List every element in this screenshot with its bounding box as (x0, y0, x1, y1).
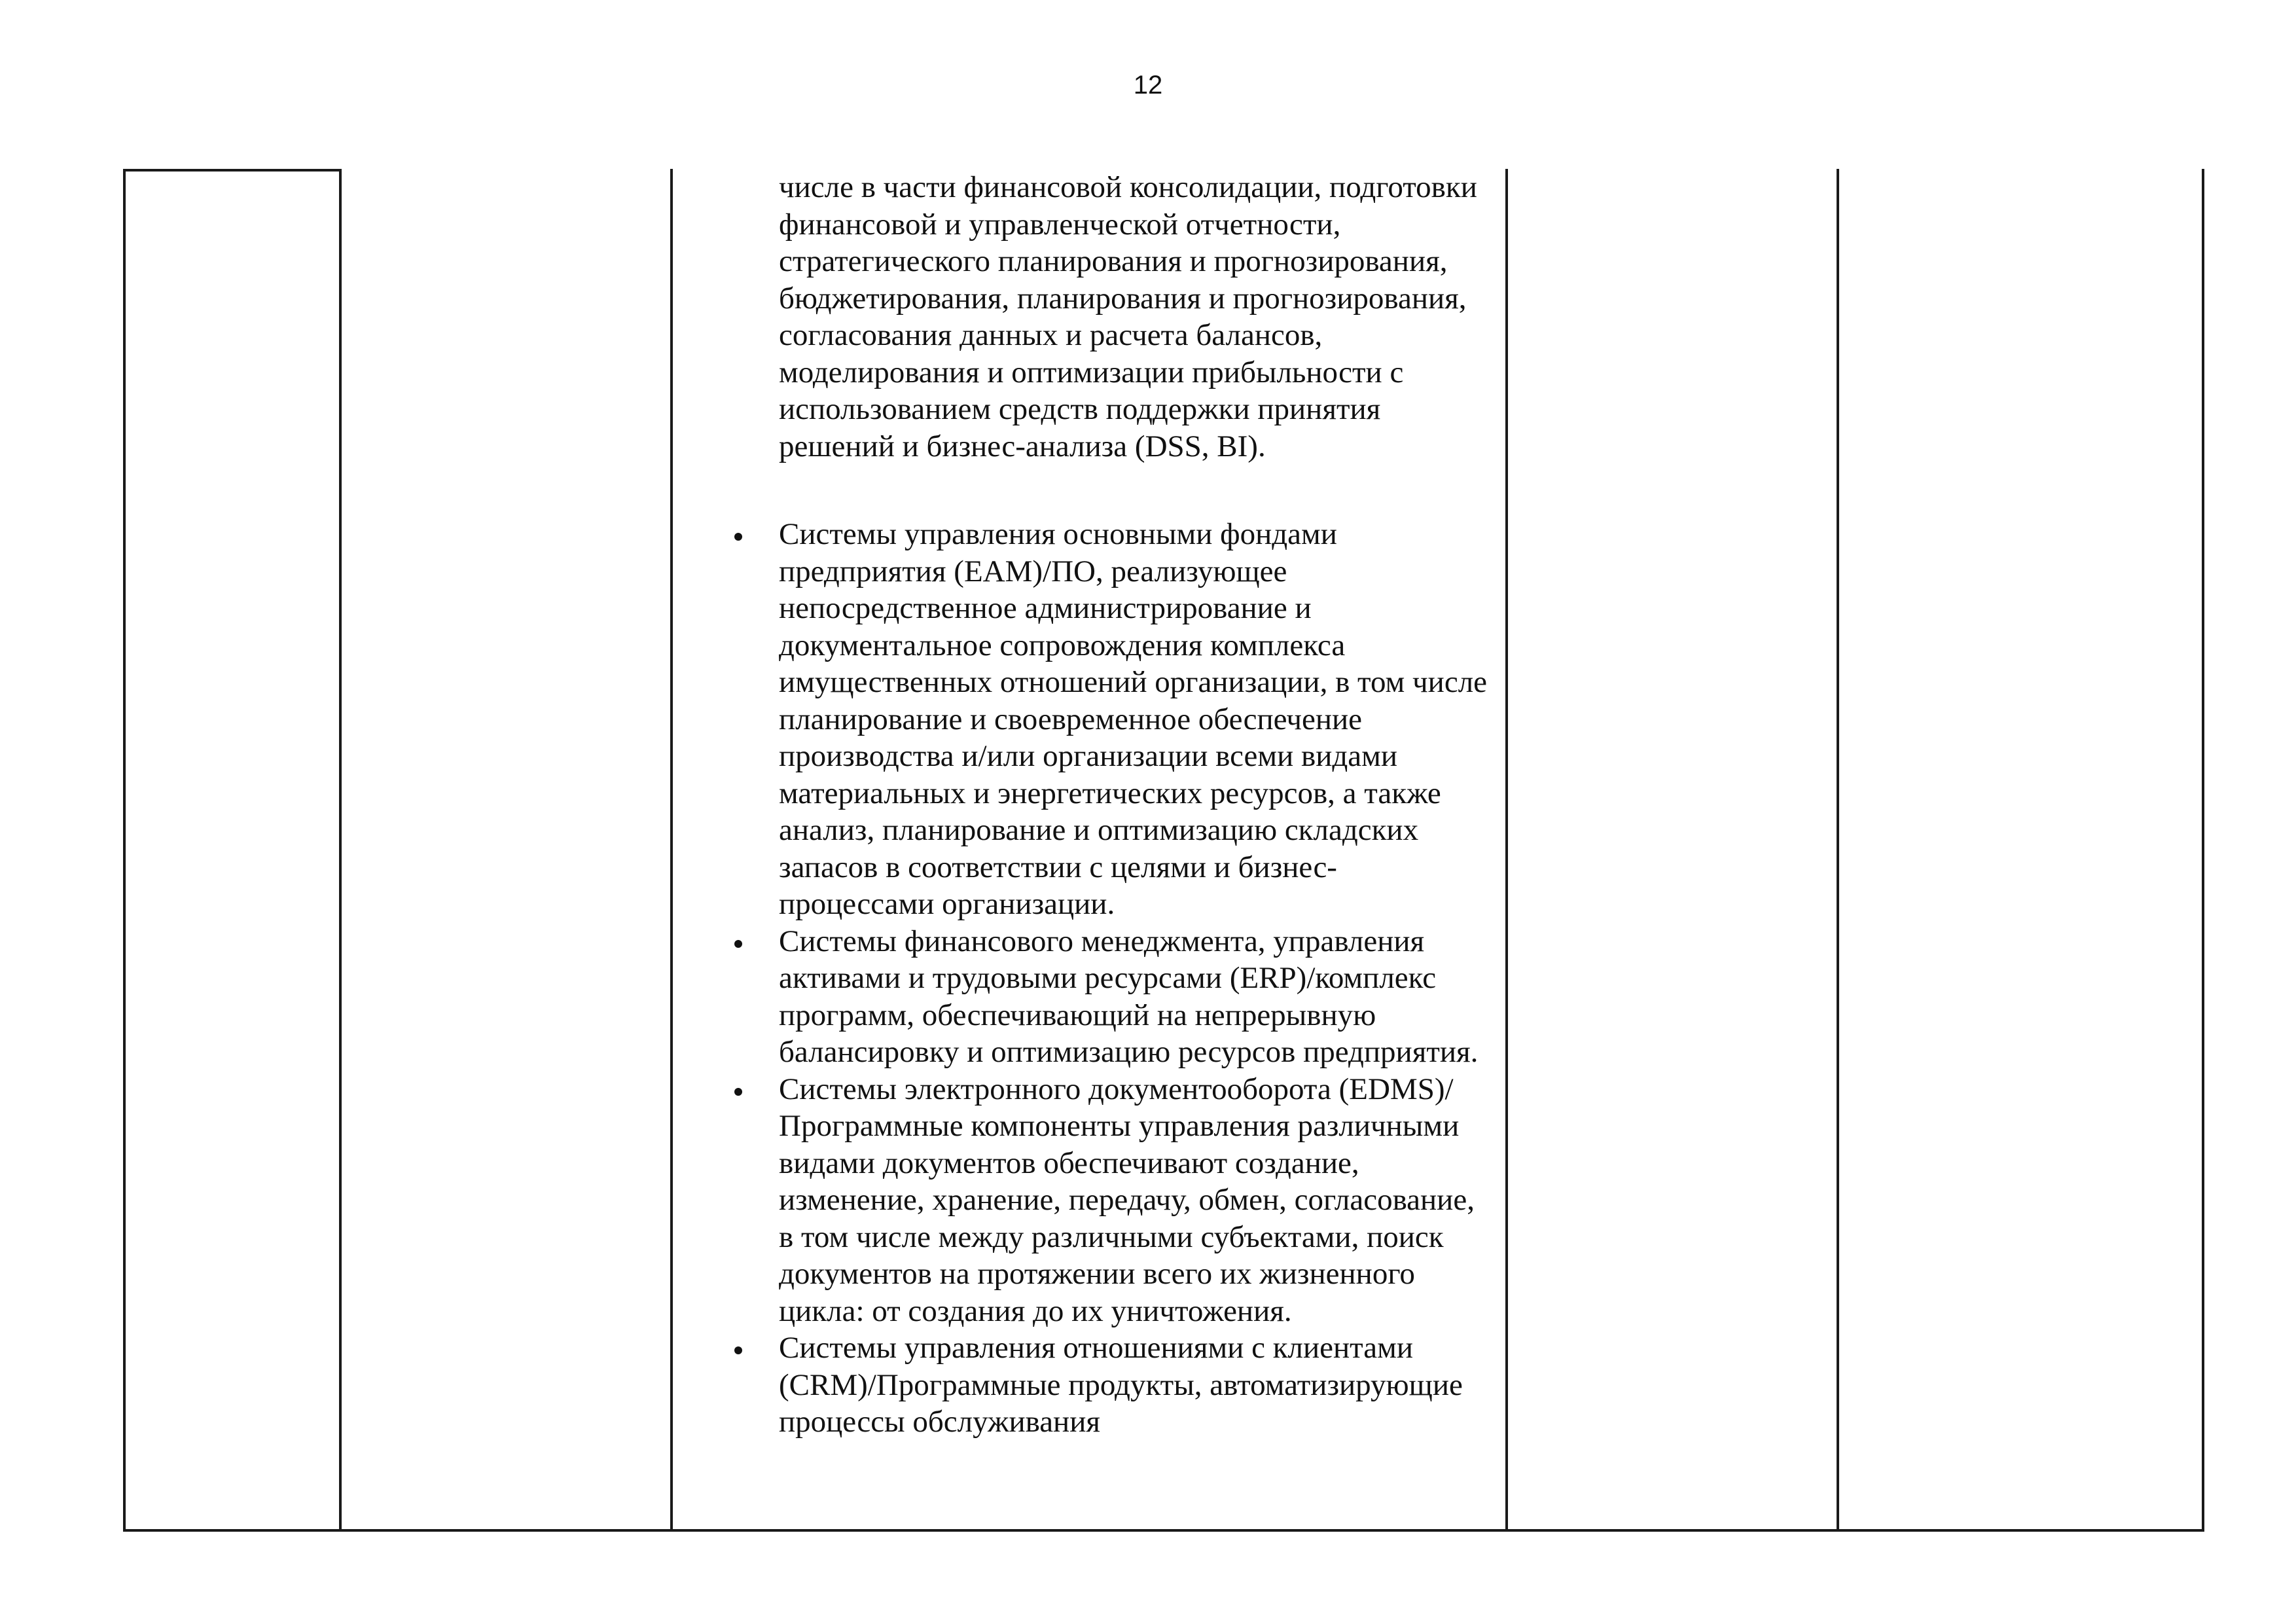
list-item-erp (674, 923, 1492, 1071)
column-divider-1 (339, 169, 342, 1532)
list-item-text: Системы электронного документооборота (EDMS)/Программные компоненты управления различными видами документов обеспечивают создание, изменение, хранение, передачу, обмен, согласование, в том числе между различными субъектами, поиск документов на протяжении всего их жизненного цикла: от создания до их уничтожения. (779, 1072, 1475, 1328)
list-item-text: Системы управления основными фондами предприятия (EAM)/ПО, реализующее непосредственное администрирование и документальное сопровождения комплекса имущественных отношений организации, в том числе планирование и своевременное обеспечение производства и/или организации всеми видами материальных и энергетических ресурсов, а также анализ, планирование и оптимизацию складских запасов в соответствии с целями и бизнес-процессами организации. (779, 517, 1488, 921)
list-item-eam (674, 516, 1492, 923)
list-item-text: Системы финансового менеджмента, управления активами и трудовыми ресурсами (ERP)/комплекс программ, обеспечивающий на непрерывную балансировку и оптимизацию ресурсов предприятия. (779, 924, 1479, 1069)
bullet-icon (734, 1346, 742, 1354)
bullet-icon (734, 1088, 742, 1096)
list-item-crm (674, 1329, 1492, 1441)
systems-bullet-list (674, 516, 1505, 1441)
table-cell-systems-list (674, 169, 1505, 1532)
column-divider-3 (1505, 169, 1508, 1532)
list-item-text: Системы управления отношениями с клиентами (CRM)/Программные продукты, автоматизирующие процессы обслуживания (779, 1331, 1463, 1439)
list-item-edms (674, 1071, 1492, 1330)
column-divider-2 (670, 169, 673, 1532)
bullet-icon (734, 533, 742, 541)
page-number: 12 (1133, 71, 1163, 99)
table-top-border-col1 (123, 169, 339, 171)
bullet-icon (734, 940, 742, 948)
continued-paragraph: числе в части финансовой консолидации, подготовки финансовой и управленческой отчетности, стратегического планирования и прогнозирования, бюджетирования, планирования и прогнозирования, согласования данных и расчета балансов, моделирования и оптимизации прибыльности с использованием средств поддержки принятия решений и бизнес-анализа (DSS, BI). (779, 170, 1477, 463)
column-divider-4 (1837, 169, 1839, 1532)
